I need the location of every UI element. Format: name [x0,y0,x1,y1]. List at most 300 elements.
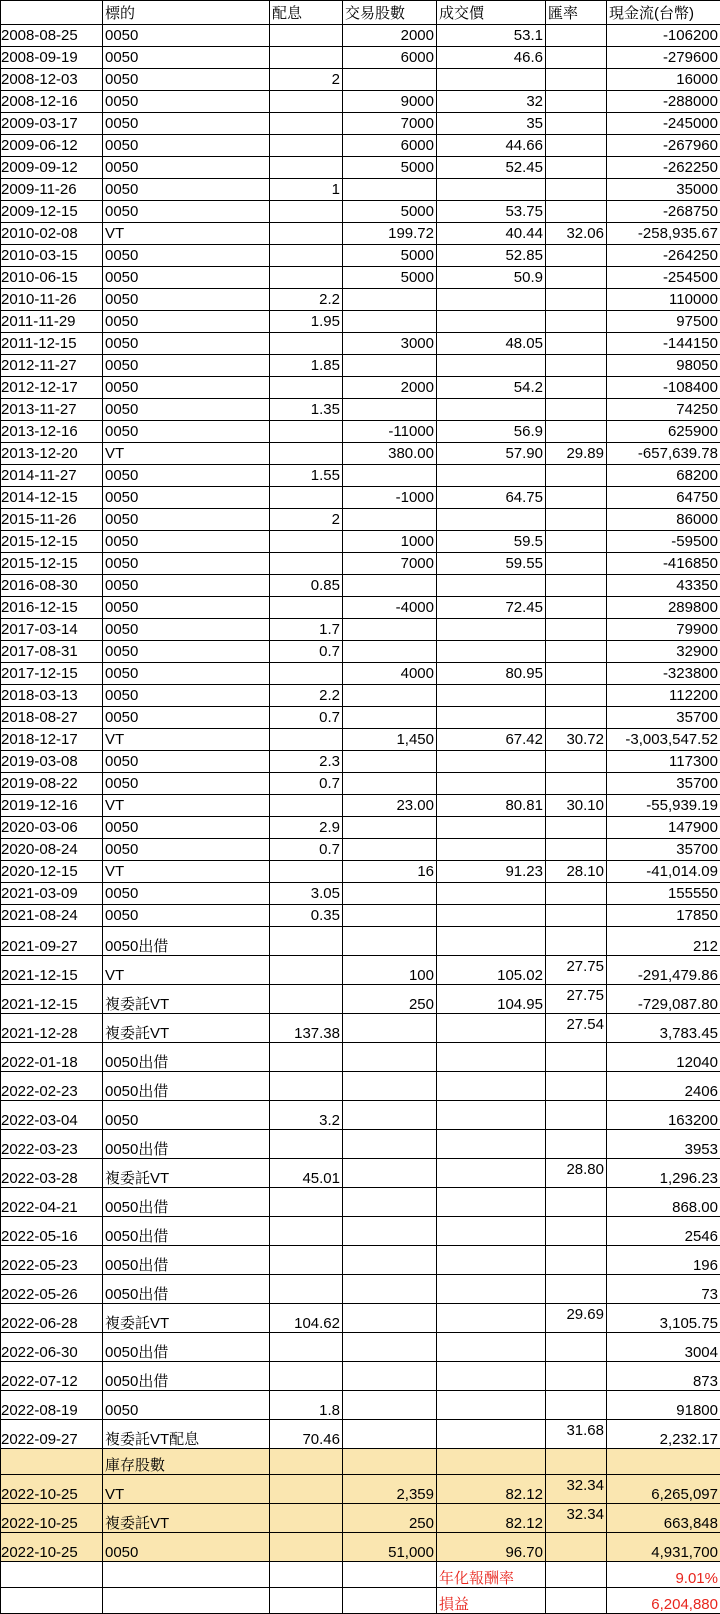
cell-target: 0050出借 [103,1043,270,1072]
cell-cashflow: 32900 [607,641,720,663]
cell-shares: 100 [343,956,437,985]
table-row [1,575,720,597]
cell-fx-rate [546,333,607,355]
table-row [1,487,720,509]
cell-dividend: 0.35 [270,905,343,927]
cell-price: 64.75 [437,487,546,509]
empty-cell [546,1588,607,1614]
summary-value: 6,204,880 [607,1588,720,1614]
cell-fx-rate [546,883,607,905]
cell-price: 91.23 [437,861,546,883]
cell-shares [343,1304,437,1333]
cell-price: 82.12 [437,1504,546,1533]
cell-price [437,1159,546,1188]
cell-fx-rate: 31.68 [546,1420,607,1449]
table-row [1,1275,720,1304]
cell-shares [343,289,437,311]
cell-date: 2009-11-26 [1,179,103,201]
header-fx-rate: 匯率 [546,1,607,25]
cell-dividend [270,553,343,575]
cell-target: 0050 [103,531,270,553]
cell-target: 0050 [103,1391,270,1420]
cell-shares: 51,000 [343,1533,437,1562]
cell-fx-rate [546,663,607,685]
cell-fx-rate: 27.75 [546,956,607,985]
cell-fx-rate [546,421,607,443]
cell-target: 複委託VT [103,1159,270,1188]
cell-date: 2022-05-16 [1,1217,103,1246]
cell-price [437,399,546,421]
cell-fx-rate [546,245,607,267]
cell-dividend [270,927,343,956]
cell-target: 0050 [103,597,270,619]
cell-shares: 7000 [343,553,437,575]
cell-target: 0050 [103,69,270,91]
cell-dividend [270,1362,343,1391]
cell-date: 2012-11-27 [1,355,103,377]
cell-date: 2022-06-30 [1,1333,103,1362]
table-row [1,1333,720,1362]
cell-dividend [270,443,343,465]
table-row [1,1217,720,1246]
cell-cashflow: 97500 [607,311,720,333]
cell-fx-rate [546,1246,607,1275]
cell-price [437,1014,546,1043]
cell-fx-rate [546,531,607,553]
cell-dividend [270,1275,343,1304]
table-row [1,267,720,289]
cell-date: 2016-08-30 [1,575,103,597]
table-row [1,157,720,179]
cell-dividend: 1.8 [270,1391,343,1420]
cell-target: 0050 [103,509,270,531]
cell-shares: 7000 [343,113,437,135]
cell-price: 72.45 [437,597,546,619]
cell-price [437,1304,546,1333]
cell-date: 2010-11-26 [1,289,103,311]
cell-cashflow: 147900 [607,817,720,839]
cell-cashflow: 112200 [607,685,720,707]
cell-fx-rate [546,267,607,289]
cell-target: 複委託VT [103,1304,270,1333]
cell-cashflow: -657,639.78 [607,443,720,465]
cell-price: 96.70 [437,1533,546,1562]
table-row [1,289,720,311]
cell-shares: 1000 [343,531,437,553]
cell-fx-rate: 28.80 [546,1159,607,1188]
cell-cashflow: 289800 [607,597,720,619]
table-row [1,883,720,905]
cell-price: 52.45 [437,157,546,179]
cell-shares [343,883,437,905]
cell-dividend [270,91,343,113]
cell-dividend [270,985,343,1014]
cell-date: 2022-10-25 [1,1475,103,1504]
cell-cashflow: 2546 [607,1217,720,1246]
cell-cashflow: 873 [607,1362,720,1391]
cell-price: 53.1 [437,25,546,47]
cell-date: 2022-02-23 [1,1072,103,1101]
cell-shares: 6000 [343,47,437,69]
table-row [1,443,720,465]
cell-date: 2010-06-15 [1,267,103,289]
cell-price: 80.95 [437,663,546,685]
cell-dividend [270,333,343,355]
cell-target: 0050 [103,641,270,663]
cell-shares [343,641,437,663]
cell-shares [343,311,437,333]
cell-target: VT [103,956,270,985]
cell-dividend [270,1475,343,1504]
cell-target: 0050 [103,377,270,399]
table-row [1,421,720,443]
cell-dividend [270,531,343,553]
cell-date: 2021-12-28 [1,1014,103,1043]
cell-date: 2021-08-24 [1,905,103,927]
cell-target: 0050出借 [103,1130,270,1159]
cell-target: 0050出借 [103,1246,270,1275]
cell-dividend: 3.2 [270,1101,343,1130]
empty-cell [607,1449,720,1475]
cell-cashflow: -3,003,547.52 [607,729,720,751]
cell-cashflow: -108400 [607,377,720,399]
table-row [1,1159,720,1188]
cell-fx-rate [546,399,607,421]
cell-cashflow: 2406 [607,1072,720,1101]
cell-cashflow: 196 [607,1246,720,1275]
cell-cashflow: 868.00 [607,1188,720,1217]
cell-cashflow: -245000 [607,113,720,135]
cell-shares: -4000 [343,597,437,619]
cell-dividend [270,597,343,619]
cell-shares [343,619,437,641]
cell-shares: 9000 [343,91,437,113]
table-row [1,245,720,267]
cell-fx-rate [546,641,607,663]
empty-cell [546,1449,607,1475]
cell-price [437,289,546,311]
header-date [1,1,103,25]
table-row [1,1014,720,1043]
cell-price: 59.55 [437,553,546,575]
cell-price: 54.2 [437,377,546,399]
table-row [1,1101,720,1130]
cell-shares [343,399,437,421]
empty-cell [437,1449,546,1475]
empty-cell [103,1562,270,1588]
cell-price [437,1217,546,1246]
cell-price [437,1043,546,1072]
cell-dividend: 0.7 [270,839,343,861]
cell-shares: 23.00 [343,795,437,817]
cell-shares: 250 [343,1504,437,1533]
cell-cashflow: -323800 [607,663,720,685]
cell-target: 0050 [103,817,270,839]
cell-cashflow: 110000 [607,289,720,311]
cell-date: 2011-11-29 [1,311,103,333]
cell-cashflow: 155550 [607,883,720,905]
cell-target: 0050 [103,575,270,597]
empty-cell [270,1588,343,1614]
cell-target: 0050 [103,751,270,773]
cell-price [437,1275,546,1304]
cell-date: 2014-12-15 [1,487,103,509]
cell-shares [343,1101,437,1130]
cell-dividend [270,1072,343,1101]
table-row [1,663,720,685]
cell-cashflow: 91800 [607,1391,720,1420]
table-row [1,47,720,69]
cell-shares [343,927,437,956]
table-row [1,355,720,377]
cell-target: 0050 [103,135,270,157]
cell-target: 0050 [103,179,270,201]
cell-shares: 1,450 [343,729,437,751]
cell-shares [343,1333,437,1362]
cell-price [437,1072,546,1101]
cell-target: VT [103,795,270,817]
table-row [1,1504,720,1533]
cell-shares: -1000 [343,487,437,509]
cell-dividend [270,377,343,399]
cell-dividend: 1.85 [270,355,343,377]
cell-shares [343,1217,437,1246]
table-row [1,927,720,956]
cell-dividend: 2 [270,69,343,91]
cell-shares [343,1043,437,1072]
cell-target: 0050 [103,663,270,685]
cell-date: 2022-05-26 [1,1275,103,1304]
cell-cashflow: -41,014.09 [607,861,720,883]
cell-date: 2008-09-19 [1,47,103,69]
cell-cashflow: 98050 [607,355,720,377]
cell-price [437,1130,546,1159]
cell-date: 2008-12-03 [1,69,103,91]
table-row [1,1391,720,1420]
cell-fx-rate [546,487,607,509]
cell-price [437,1246,546,1275]
cell-dividend [270,135,343,157]
cell-target: 0050 [103,311,270,333]
cell-dividend: 45.01 [270,1159,343,1188]
table-row [1,69,720,91]
cell-date: 2012-12-17 [1,377,103,399]
cell-date: 2015-12-15 [1,553,103,575]
table-row [1,399,720,421]
cell-shares [343,575,437,597]
cell-date: 2017-03-14 [1,619,103,641]
cell-shares [343,905,437,927]
cell-fx-rate [546,619,607,641]
cell-fx-rate [546,1101,607,1130]
cell-target: 0050 [103,267,270,289]
summary-value: 9.01% [607,1562,720,1588]
table-row [1,1043,720,1072]
cell-date: 2022-05-23 [1,1246,103,1275]
table-row [1,956,720,985]
table-row [1,1072,720,1101]
table-row [1,1533,720,1562]
cell-cashflow: 1,296.23 [607,1159,720,1188]
cell-fx-rate [546,597,607,619]
table-row [1,1188,720,1217]
cell-fx-rate [546,311,607,333]
cell-target: 0050 [103,355,270,377]
cell-cashflow: 117300 [607,751,720,773]
cell-dividend [270,861,343,883]
cell-price [437,641,546,663]
cell-price: 32 [437,91,546,113]
table-row [1,25,720,47]
cell-shares: 380.00 [343,443,437,465]
cell-cashflow: 12040 [607,1043,720,1072]
table-row [1,985,720,1014]
cell-target: 0050 [103,25,270,47]
cell-price: 80.81 [437,795,546,817]
empty-cell [1,1562,103,1588]
cell-shares: 2000 [343,25,437,47]
cell-target: 0050 [103,201,270,223]
table-row [1,509,720,531]
cell-fx-rate: 27.75 [546,985,607,1014]
cell-shares: 16 [343,861,437,883]
cell-price [437,509,546,531]
cell-dividend [270,487,343,509]
cell-price [437,685,546,707]
cell-dividend: 0.7 [270,773,343,795]
cell-date: 2019-03-08 [1,751,103,773]
empty-cell [270,1449,343,1475]
cell-date: 2008-12-16 [1,91,103,113]
cell-shares [343,1130,437,1159]
cell-fx-rate [546,465,607,487]
cell-target: 0050出借 [103,1275,270,1304]
cell-dividend [270,1043,343,1072]
table-row [1,553,720,575]
cell-date: 2018-03-13 [1,685,103,707]
cell-cashflow: 3953 [607,1130,720,1159]
cell-fx-rate [546,113,607,135]
cell-dividend [270,663,343,685]
empty-cell [1,1588,103,1614]
cell-target: 0050 [103,685,270,707]
cell-dividend [270,267,343,289]
cell-shares: 199.72 [343,223,437,245]
cell-fx-rate: 32.06 [546,223,607,245]
cell-shares [343,179,437,201]
cell-dividend: 2.2 [270,289,343,311]
cell-target: 0050出借 [103,1072,270,1101]
cell-target: VT [103,729,270,751]
cell-date: 2022-09-27 [1,1420,103,1449]
summary-row [1,1588,720,1614]
cell-shares [343,355,437,377]
cell-fx-rate [546,69,607,91]
cell-date: 2013-11-27 [1,399,103,421]
cell-fx-rate [546,553,607,575]
cell-dividend: 104.62 [270,1304,343,1333]
cell-date: 2022-08-19 [1,1391,103,1420]
cell-price [437,773,546,795]
cell-date: 2022-01-18 [1,1043,103,1072]
cell-cashflow: -267960 [607,135,720,157]
cell-dividend: 1 [270,179,343,201]
table-row [1,91,720,113]
cell-cashflow: 2,232.17 [607,1420,720,1449]
cell-cashflow: 663,848 [607,1504,720,1533]
cell-price [437,1362,546,1391]
cell-fx-rate [546,905,607,927]
table-row [1,1362,720,1391]
cell-price [437,179,546,201]
cell-dividend [270,795,343,817]
cell-dividend [270,157,343,179]
cell-shares [343,773,437,795]
empty-cell [343,1562,437,1588]
cell-cashflow: -262250 [607,157,720,179]
cell-target: 0050 [103,905,270,927]
cell-date: 2009-12-15 [1,201,103,223]
header-cashflow: 現金流(台幣) [607,1,720,25]
cell-fx-rate: 28.10 [546,861,607,883]
cell-price: 44.66 [437,135,546,157]
cell-fx-rate [546,47,607,69]
header-shares: 交易股數 [343,1,437,25]
summary-row [1,1562,720,1588]
cell-price: 46.6 [437,47,546,69]
cell-shares [343,707,437,729]
cell-price [437,619,546,641]
cell-fx-rate [546,1391,607,1420]
cell-date: 2022-03-28 [1,1159,103,1188]
cell-dividend [270,47,343,69]
table-row [1,729,720,751]
cell-cashflow: -254500 [607,267,720,289]
cell-shares [343,1362,437,1391]
cell-fx-rate [546,1130,607,1159]
summary-label: 損益 [437,1588,546,1614]
cell-price: 48.05 [437,333,546,355]
cell-fx-rate [546,1533,607,1562]
cell-fx-rate [546,25,607,47]
cell-cashflow: -144150 [607,333,720,355]
table-row [1,465,720,487]
cell-shares [343,817,437,839]
cell-dividend: 1.35 [270,399,343,421]
cell-fx-rate [546,1043,607,1072]
cell-date: 2022-10-25 [1,1504,103,1533]
cell-target: 0050 [103,399,270,421]
cell-dividend: 0.7 [270,641,343,663]
cell-cashflow: 3,783.45 [607,1014,720,1043]
cell-fx-rate [546,201,607,223]
cell-date: 2009-06-12 [1,135,103,157]
cell-cashflow: 35700 [607,707,720,729]
cell-shares [343,1391,437,1420]
cell-fx-rate: 27.54 [546,1014,607,1043]
cell-dividend: 70.46 [270,1420,343,1449]
cell-target: 0050出借 [103,1333,270,1362]
cell-cashflow: 4,931,700 [607,1533,720,1562]
cell-cashflow: 163200 [607,1101,720,1130]
table-row [1,1304,720,1333]
cell-shares: 3000 [343,333,437,355]
cell-cashflow: -106200 [607,25,720,47]
table-row [1,135,720,157]
cell-target: 0050 [103,333,270,355]
cell-shares [343,1246,437,1275]
cell-shares: 6000 [343,135,437,157]
